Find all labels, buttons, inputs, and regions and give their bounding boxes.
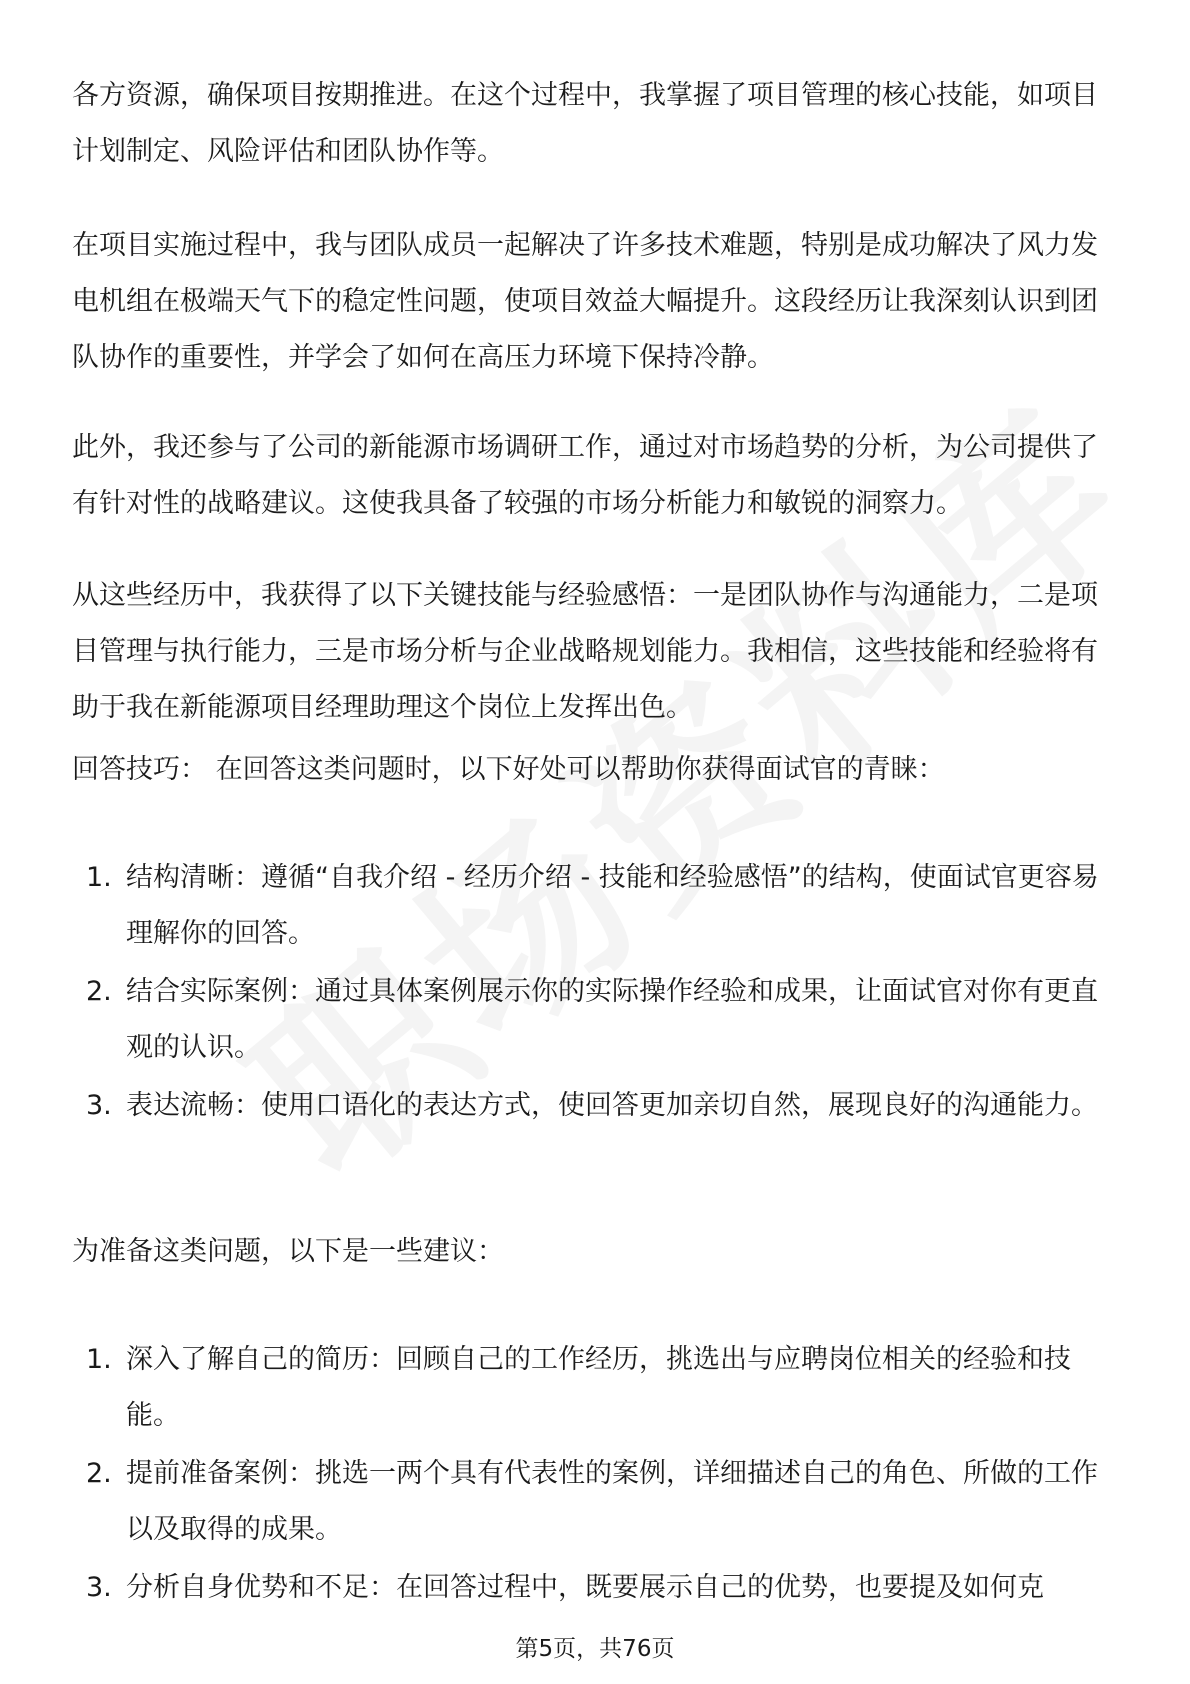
list-number: 1. [86,862,112,893]
list-number: 1. [86,1344,112,1375]
list-item [72,1446,1122,1558]
answer-tips-heading: 回答技巧： 在回答这类问题时，以下好处可以帮助你获得面试官的青睐： [72,754,945,785]
list-item [72,1078,1122,1134]
list-number: 2. [86,1458,112,1489]
list-number: 2. [86,976,112,1007]
list-number: 3. [86,1572,112,1603]
list-item [72,1560,1122,1616]
list-item [72,1332,1122,1444]
list-item-text: 深入了解自己的简历：回顾自己的工作经历，挑选出与应聘岗位相关的经验和技能。 [126,1344,1071,1431]
list-item [72,850,1122,962]
list-item-text: 结构清晰：遵循“自我介绍 - 经历介绍 - 技能和经验感悟”的结构，使面试官更容易理解你的回答。 [126,862,1099,949]
preparation-heading: 为准备这类问题，以下是一些建议： [72,1236,504,1267]
paragraph-2: 在项目实施过程中，我与团队成员一起解决了许多技术难题，特别是成功解决了风力发电机组在极端天气下的稳定性问题，使项目效益大幅提升。这段经历让我深刻认识到团队协作的重要性，并学会了如何在高压力环境下保持冷静。 [72,230,1098,373]
list-item [72,964,1122,1076]
list-item-text: 表达流畅：使用口语化的表达方式，使回答更加亲切自然，展现良好的沟通能力。 [126,1090,1098,1121]
paragraph-3: 此外，我还参与了公司的新能源市场调研工作，通过对市场趋势的分析，为公司提供了有针对性的战略建议。这使我具备了较强的市场分析能力和敏锐的洞察力。 [72,432,1098,519]
page-footer: 第5页，共76页 [515,1636,675,1662]
list-number: 3. [86,1090,112,1121]
paragraph-4: 从这些经历中，我获得了以下关键技能与经验感悟：一是团队协作与沟通能力，二是项目管理与执行能力，三是市场分析与企业战略规划能力。我相信，这些技能和经验将有助于我在新能源项目经理助理这个岗位上发挥出色。 [72,580,1098,723]
list-item-text: 分析自身优势和不足：在回答过程中，既要展示自己的优势，也要提及如何克 [126,1572,1044,1603]
preparation-list [72,1332,1122,1618]
list-item-text: 提前准备案例：挑选一两个具有代表性的案例，详细描述自己的角色、所做的工作以及取得的成果。 [126,1458,1098,1545]
list-item-text: 结合实际案例：通过具体案例展示你的实际操作经验和成果，让面试官对你有更直观的认识。 [126,976,1098,1063]
answer-tips-list [72,850,1122,1136]
paragraph-1: 各方资源，确保项目按期推进。在这个过程中，我掌握了项目管理的核心技能，如项目计划制定、风险评估和团队协作等。 [72,80,1098,167]
